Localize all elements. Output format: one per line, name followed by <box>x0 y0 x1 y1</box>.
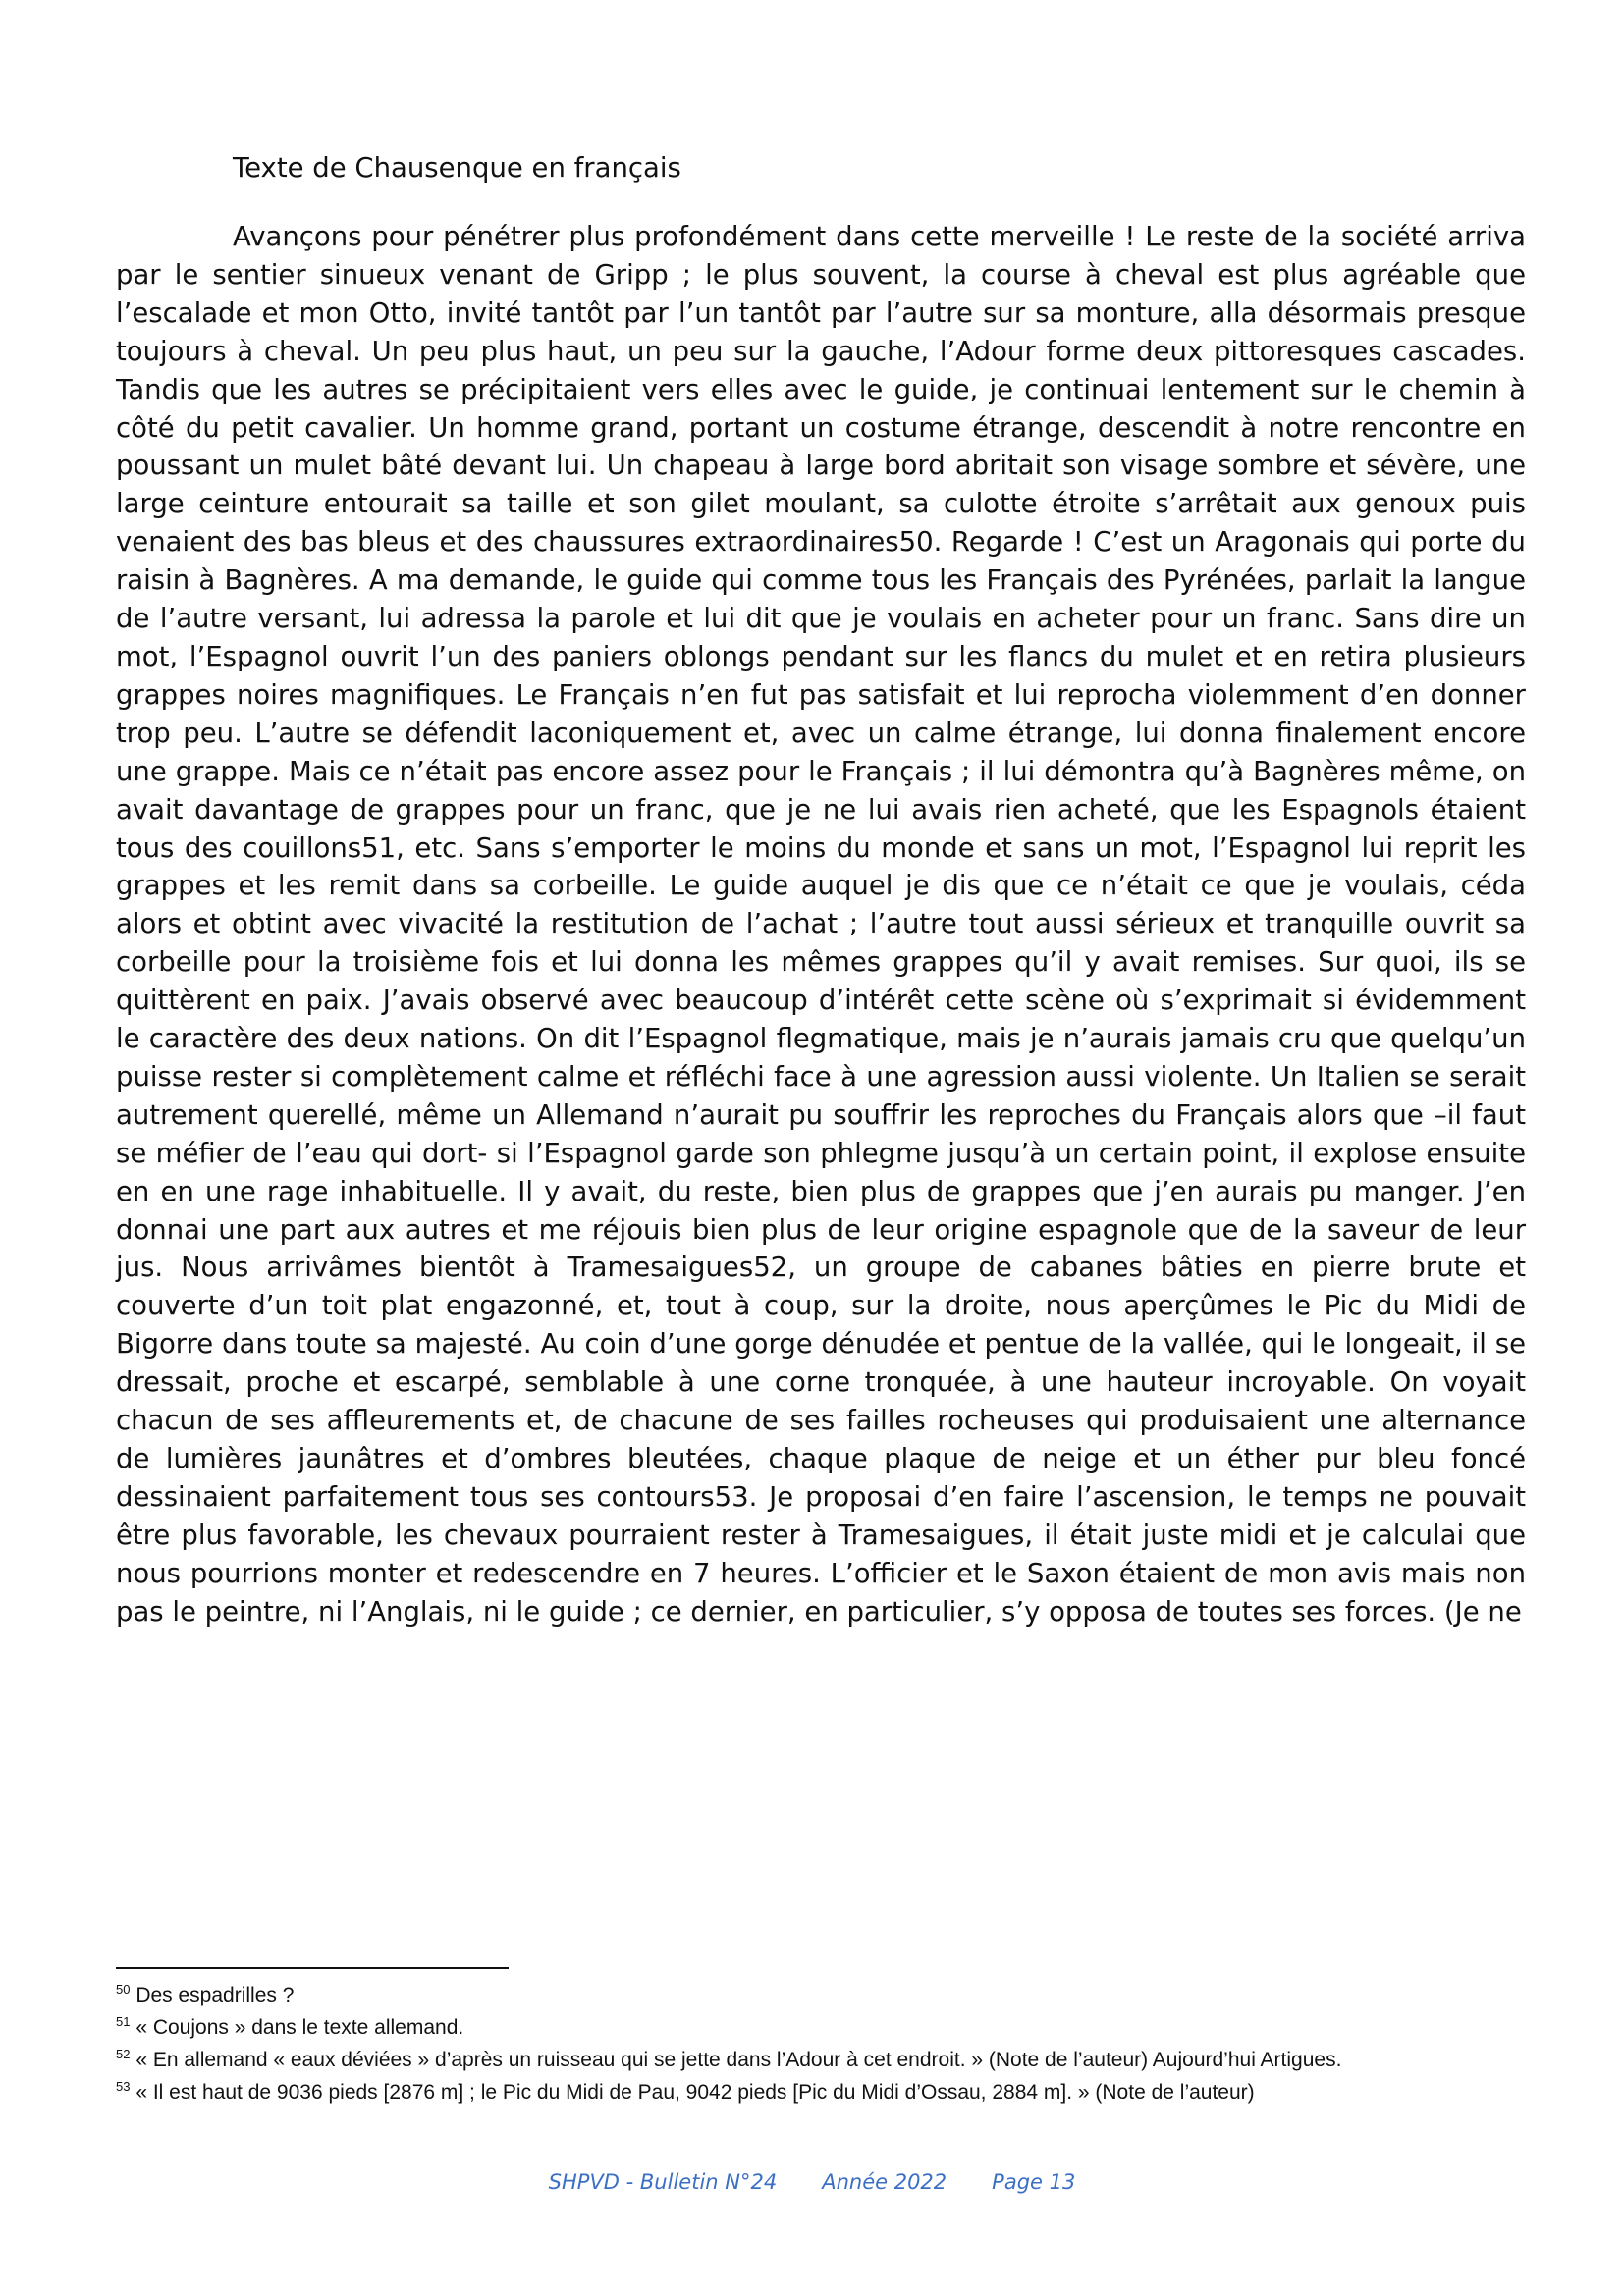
body-text-segment: Avançons pour pénétrer plus profondément dans cette merveille ! Le reste de la société arriva par le sentier sinueux venant de Gripp ; le plus souvent, la course à cheval est plus agréable que l’escalade et mon Otto, invité tantôt par l’un tantôt par l’autre sur sa monture, alla désormais presque toujours à cheval. Un peu plus haut, un peu sur la gauche, l’Adour forme deux pittoresques cascades. Tandis que les autres se précipitaient vers elles avec le guide, je continuai lentement sur le chemin à côté du petit cavalier. Un homme grand, portant un costume étrange, descendit à notre rencontre en poussant un mulet bâté devant lui. Un chapeau à large bord abritait son visage sombre et sévère, une large ceinture entourait sa taille et son gilet moulant, sa culotte étroite s’arrêtait aux genoux puis venaient des bas bleus et des chaussures extraordinaires <box>116 221 1526 559</box>
footnote-text: « Coujons » dans le texte allemand. <box>135 2016 464 2039</box>
footer-bulletin: SHPVD - Bulletin N°24 <box>548 2170 778 2194</box>
footnote-reference: 51 <box>361 831 397 864</box>
footnote-reference: 52 <box>753 1252 788 1284</box>
footnote-item <box>116 2013 1526 2042</box>
footer-year: Année 2022 <box>822 2170 947 2194</box>
body-text-segment: , etc. Sans s’emporter le moins du monde et sans un mot, l’Espagnol lui reprit les grappes et les remit dans sa corbeille. Le guide auquel je dis que ce n’était ce que je voulais, céda alors et obtint avec vivacité la restitution de l’achat ; l’autre tout aussi sérieux et tranquille ouvrit sa corbeille pour la troisième fois et lui donna les mêmes grappes qu’il y avait remises. Sur quoi, ils se quittèrent en paix. J’avais observé avec beaucoup d’intérêt cette scène où s’exprimait si évidemment le caractère des deux nations. On dit l’Espagnol flegmatique, mais je n’aurais jamais cru que quelqu’un puisse rester si complètement calme et réfléchi face à une agression aussi violente. Un Italien se serait autrement querellé, même un Allemand n’aurait pu souffrir les reproches du Français alors que –il faut se méfier de l’eau qui dort- si l’Espagnol garde son phlegme jusqu’à un certain point, il explose ensuite en en une rage inhabituelle. Il y avait, du reste, bien plus de grappes que j’en aurais pu manger. J’en donnai une part aux autres et me réjouis bien plus de leur origine espagnole que de la saveur de leur jus. Nous arrivâmes bientôt à Tramesaigues <box>116 831 1526 1284</box>
body-paragraph <box>116 218 1526 1631</box>
footnote-text: Des espadrilles ? <box>135 1984 295 2006</box>
footnotes-list <box>116 1981 1526 2110</box>
footnote-number: 50 <box>116 1982 131 1997</box>
footnote-item <box>116 1981 1526 2009</box>
footnote-reference: 53 <box>714 1480 749 1513</box>
page-footer <box>0 2170 1624 2194</box>
footnote-number: 53 <box>116 2079 131 2094</box>
footnote-item <box>116 2078 1526 2107</box>
footnote-text: « En allemand « eaux déviées » d’après un ruisseau qui se jette dans l’Adour à cet endroit. » (Note de l’auteur) Aujourd’hui Artigues. <box>135 2049 1342 2071</box>
body-text-segment: . Je proposai d’en faire l’ascension, le temps ne pouvait être plus favorable, les chevaux pourraient rester à Tramesaigues, il était juste midi et je calculai que nous pourrions monter et redescendre en 7 heures. L’officier et le Saxon étaient de mon avis mais non pas le peintre, ni l’Anglais, ni le guide ; ce dernier, en particulier, s’y opposa de toutes ses forces. (Je ne <box>116 1480 1526 1628</box>
section-heading: Texte de Chausenque en français <box>233 152 681 184</box>
footnote-number: 52 <box>116 2047 131 2061</box>
footnote-separator <box>116 1967 509 1969</box>
footer-page-number: Page 13 <box>992 2170 1076 2194</box>
footnote-number: 51 <box>116 2014 131 2029</box>
footnote-text: « Il est haut de 9036 pieds [2876 m] ; le Pic du Midi de Pau, 9042 pieds [Pic du Midi d’Ossau, 2884 m]. » (Note de l’auteur) <box>135 2081 1255 2104</box>
footnote-reference: 50 <box>898 526 934 559</box>
body-text-segment: . Regarde ! C’est un Aragonais qui porte du raisin à Bagnères. A ma demande, le guide qui comme tous les Français des Pyrénées, parlait la langue de l’autre versant, lui adressa la parole et lui dit que je voulais en acheter pour un franc. Sans dire un mot, l’Espagnol ouvrit l’un des paniers oblongs pendant sur les flancs du mulet et en retira plusieurs grappes noires magnifiques. Le Français n’en fut pas satisfait et lui reprocha violemment d’en donner trop peu. L’autre se défendit laconiquement et, avec un calme étrange, lui donna finalement encore une grappe. Mais ce n’était pas encore assez pour le Français ; il lui démontra qu’à Bagnères même, on avait davantage de grappes pour un franc, que je ne lui avais rien acheté, que les Espagnols étaient tous des couillons <box>116 526 1526 864</box>
body-text-segment: , un groupe de cabanes bâties en pierre brute et couverte d’un toit plat engazonné, et, tout à coup, sur la droite, nous aperçûmes le Pic du Midi de Bigorre dans toute sa majesté. Au coin d’une gorge dénudée et pentue de la vallée, qui le longeait, il se dressait, proche et escarpé, semblable à une corne tronquée, à une hauteur incroyable. On voyait chacun de ses affleurements et, de chacune de ses failles rocheuses qui produisaient une alternance de lumières jaunâtres et d’ombres bleutées, chaque plaque de neige et un éther pur bleu foncé dessinaient parfaitement tous ses contours <box>116 1252 1526 1513</box>
footnote-item <box>116 2046 1526 2074</box>
